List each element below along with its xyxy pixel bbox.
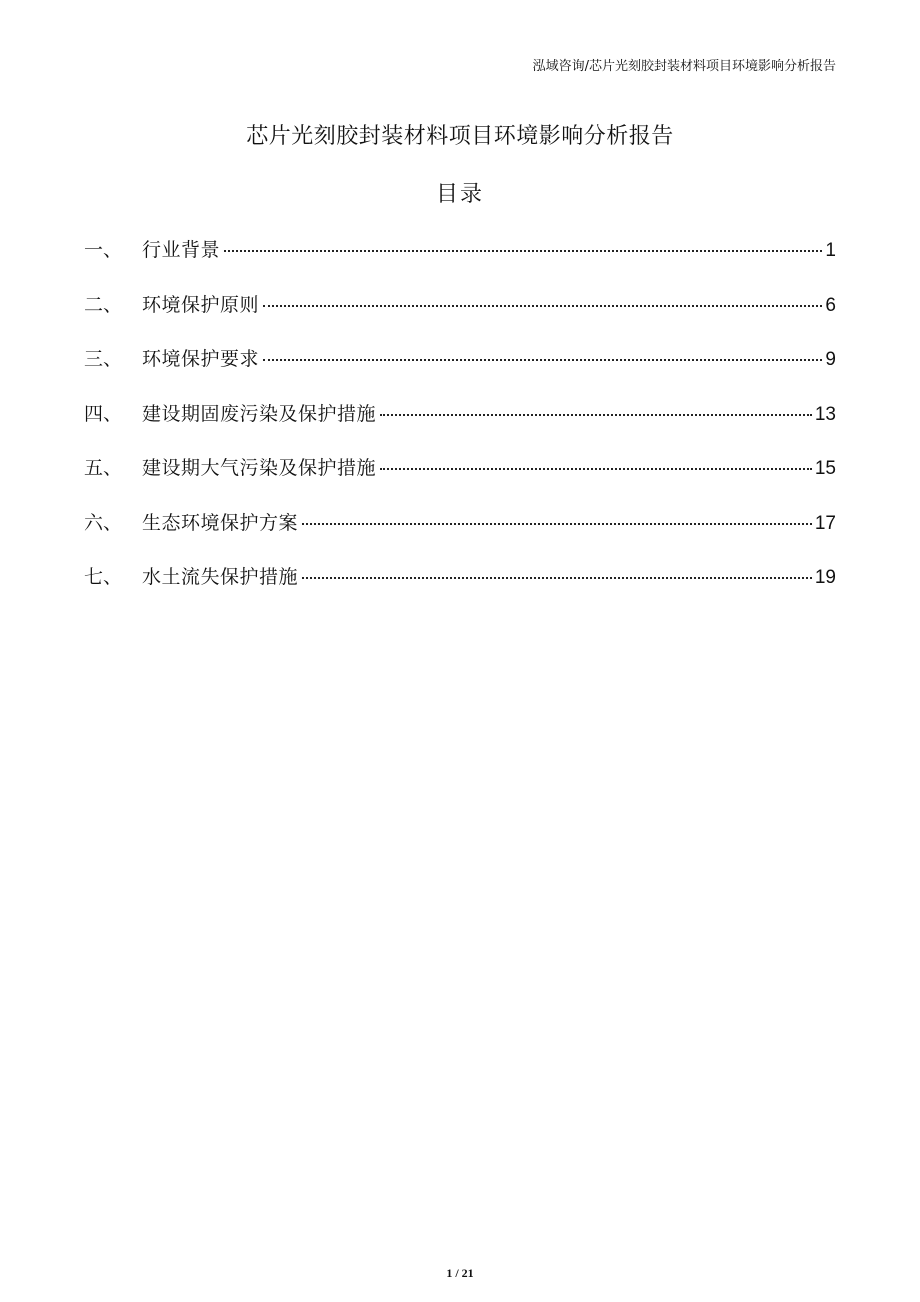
toc-entry-page: 13 [814, 403, 836, 425]
toc-entry-page: 15 [814, 458, 836, 479]
toc-entry-label: 环境保护要求 [142, 348, 260, 370]
toc-entry-number: 一、 [84, 239, 123, 261]
toc-entry-label: 建设期大气污染及保护措施 [142, 457, 377, 479]
toc-entry-1[interactable] [84, 235, 836, 290]
toc-entry-label: 生态环境保护方案 [142, 511, 299, 534]
page-number-footer: 1 / 21 [446, 1266, 474, 1280]
toc-entry-number: 五、 [84, 457, 123, 479]
document-title: 芯片光刻胶封装材料项目环境影响分析报告 [246, 124, 674, 149]
toc-entry-page: 17 [814, 512, 836, 534]
toc-entry-page: 6 [825, 294, 836, 316]
toc-entry-label: 环境保护原则 [142, 293, 260, 316]
running-header: 泓域咨询/芯片光刻胶封装材料项目环境影响分析报告 [532, 59, 836, 74]
table-of-contents [84, 235, 836, 617]
toc-entry-page: 9 [825, 349, 836, 370]
dot-leader [224, 250, 822, 252]
toc-entry-6[interactable] [84, 508, 836, 563]
toc-entry-4[interactable] [84, 399, 836, 454]
toc-entry-page: 1 [825, 240, 836, 261]
dot-leader [380, 414, 812, 416]
toc-entry-label: 水土流失保护措施 [142, 566, 299, 588]
dot-leader [302, 577, 812, 579]
toc-entry-number: 三、 [84, 348, 123, 370]
toc-entry-7[interactable] [84, 562, 836, 617]
dot-leader [263, 359, 822, 361]
toc-entry-2[interactable] [84, 290, 836, 345]
toc-entry-5[interactable] [84, 453, 836, 508]
toc-entry-number: 二、 [84, 293, 123, 316]
toc-entry-number: 六、 [84, 511, 123, 534]
toc-entry-number: 七、 [84, 566, 123, 588]
toc-entry-number: 四、 [84, 402, 123, 425]
toc-entry-page: 19 [814, 567, 836, 588]
toc-entry-label: 行业背景 [142, 239, 221, 261]
toc-entry-label: 建设期固废污染及保护措施 [142, 402, 377, 425]
toc-heading: 目录 [435, 182, 484, 207]
toc-entry-3[interactable] [84, 344, 836, 399]
dot-leader [263, 305, 822, 307]
dot-leader [302, 523, 812, 525]
dot-leader [380, 468, 812, 470]
